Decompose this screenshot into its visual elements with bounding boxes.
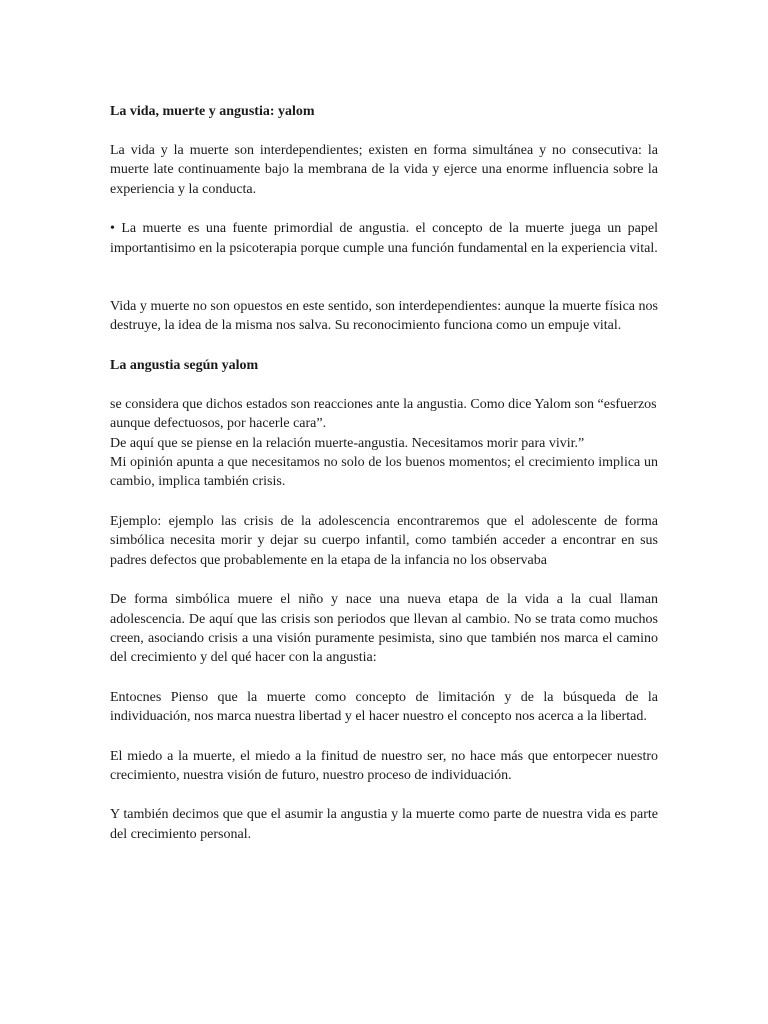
paragraph-opuestos: Vida y muerte no son opuestos en este sentido, son interdependientes: aunque la muerte física nos destruye, la idea de la misma nos salva. Su reconocimiento funciona como un empuje vital. <box>110 299 658 334</box>
document-page <box>110 102 658 864</box>
paragraph-entonces-pienso: Entocnes Pienso que la muerte como concepto de limitación y de la búsqueda de la individuación, nos marca nuestra libertad y el hacer nuestro el concepto nos acerca a la libertad. <box>110 689 658 725</box>
section-heading-vida-muerte: La vida, muerte y angustia: yalom <box>110 104 315 119</box>
paragraph-forma-simbolica: De forma simbólica muere el niño y nace una nueva etapa de la vida a la cual llaman adolescencia. De aquí que las crisis son periodos que llevan al cambio. No se trata como muchos creen, asociando crisis a una visión puramente pesimista, sino que también nos marca el camino del crecimiento y del qué hacer con la angustia: <box>110 592 658 666</box>
paragraph-ejemplo-adolescencia: Ejemplo: ejemplo las crisis de la adolescencia encontraremos que el adolescente de forma simbólica necesita morir y dejar su cuerpo infantil, como también acceder a encontrar en sus padres defectos que probablemente en la etapa de la infancia no los observaba <box>110 513 658 568</box>
paragraph-crecimiento-personal: Y también decimos que que el asumir la angustia y la muerte como parte de nuestra vida es parte del crecimiento personal. <box>110 807 658 842</box>
paragraph-line-relacion: De aquí que se piense en la relación muerte-angustia. Necesitamos morir para vivir.” <box>110 435 585 451</box>
paragraph-reacciones-angustia <box>110 395 658 492</box>
paragraph-fuente-angustia: • La muerte es una fuente primordial de angustia. el concepto de la muerte juega un papel importantisimo en la psicoterapia porque cumple una función fundamental en la experiencia vital. <box>110 221 658 256</box>
paragraph-line-reacciones: se considera que dichos estados son reacciones ante la angustia. Como dice Yalom son “esfuerzos aunque defectuosos, por hacerle cara”. <box>110 396 657 432</box>
paragraph-line-opinion: Mi opinión apunta a que necesitamos no solo de los buenos momentos; el crecimiento implica un cambio, implica también crisis. <box>110 455 658 490</box>
section-heading-angustia-yalom: La angustia según yalom <box>110 357 259 373</box>
paragraph-miedo-muerte: El miedo a la muerte, el miedo a la finitud de nuestro ser, no hace más que entorpecer nuestro crecimiento, nuestra visión de futuro, nuestro proceso de individuación. <box>110 748 658 783</box>
paragraph-interdependencia: La vida y la muerte son interdependientes; existen en forma simultánea y no consecutiva: la muerte late continuamente bajo la membrana de la vida y ejerce una enorme influencia sobre la experiencia y la conducta. <box>110 143 658 197</box>
